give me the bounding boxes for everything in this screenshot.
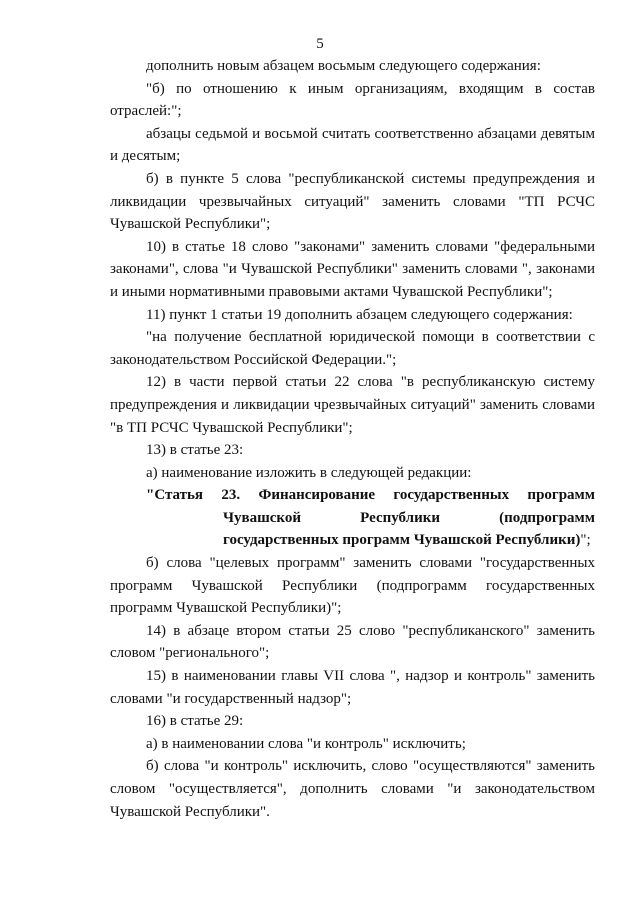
article-heading-text: "Статья 23. Финансирование государственных программ Чувашской Республики (подпрограмм государственных программ Чувашской Республики) (146, 487, 595, 549)
page-number: 5 (316, 36, 324, 52)
paragraph: б) в пункте 5 слова "республиканской системы предупреждения и ликвидации чрезвычайных ситуаций" заменить словами "ТП РСЧС Чувашской Республики"; (110, 170, 595, 233)
paragraph: 10) в статье 18 слово "законами" заменить словами "федеральными законами", слова "и Чувашской Республики" заменить словами ", законами и иными нормативными правовыми актами Чувашской Республики"; (110, 238, 595, 300)
paragraph: 16) в статье 29: (146, 713, 244, 730)
article-heading (110, 484, 595, 552)
paragraph: а) наименование изложить в следующей редакции: (146, 464, 472, 481)
paragraph: б) слова "и контроль" исключить, слово "осуществляются" заменить словом "осуществляется", дополнить словами "и законодательством Чувашской Республики". (110, 758, 595, 820)
paragraph: 15) в наименовании главы VII слова ", надзор и контроль" заменить словами "и государственный надзор"; (110, 668, 595, 707)
paragraph: "на получение бесплатной юридической помощи в соответствии с законодательством Российской Федерации."; (110, 329, 595, 368)
paragraph: 14) в абзаце втором статьи 25 слово "республиканского" заменить словом "регионального"; (110, 622, 595, 662)
paragraph: а) в наименовании слова "и контроль" исключить; (146, 735, 466, 752)
paragraph: 11) пункт 1 статьи 19 дополнить абзацем следующего содержания: (146, 306, 573, 323)
document-body (110, 55, 595, 823)
paragraph: дополнить новым абзацем восьмым следующего содержания: (146, 58, 541, 74)
article-heading-tail: "; (580, 532, 591, 549)
paragraph: абзацы седьмой и восьмой считать соответственно абзацами девятым и десятым; (110, 125, 595, 165)
paragraph: б) слова "целевых программ" заменить словами "государственных программ Чувашской Республики (подпрограмм государственных программ Чувашской Республики)"; (110, 555, 595, 617)
paragraph: 13) в статье 23: (146, 442, 244, 459)
paragraph: "б) по отношению к иным организациям, входящим в состав отраслей:"; (110, 80, 595, 120)
paragraph: 12) в части первой статьи 22 слова "в республиканскую систему предупреждения и ликвидации чрезвычайных ситуаций" заменить словами "в ТП РСЧС Чувашской Республики"; (110, 374, 595, 436)
